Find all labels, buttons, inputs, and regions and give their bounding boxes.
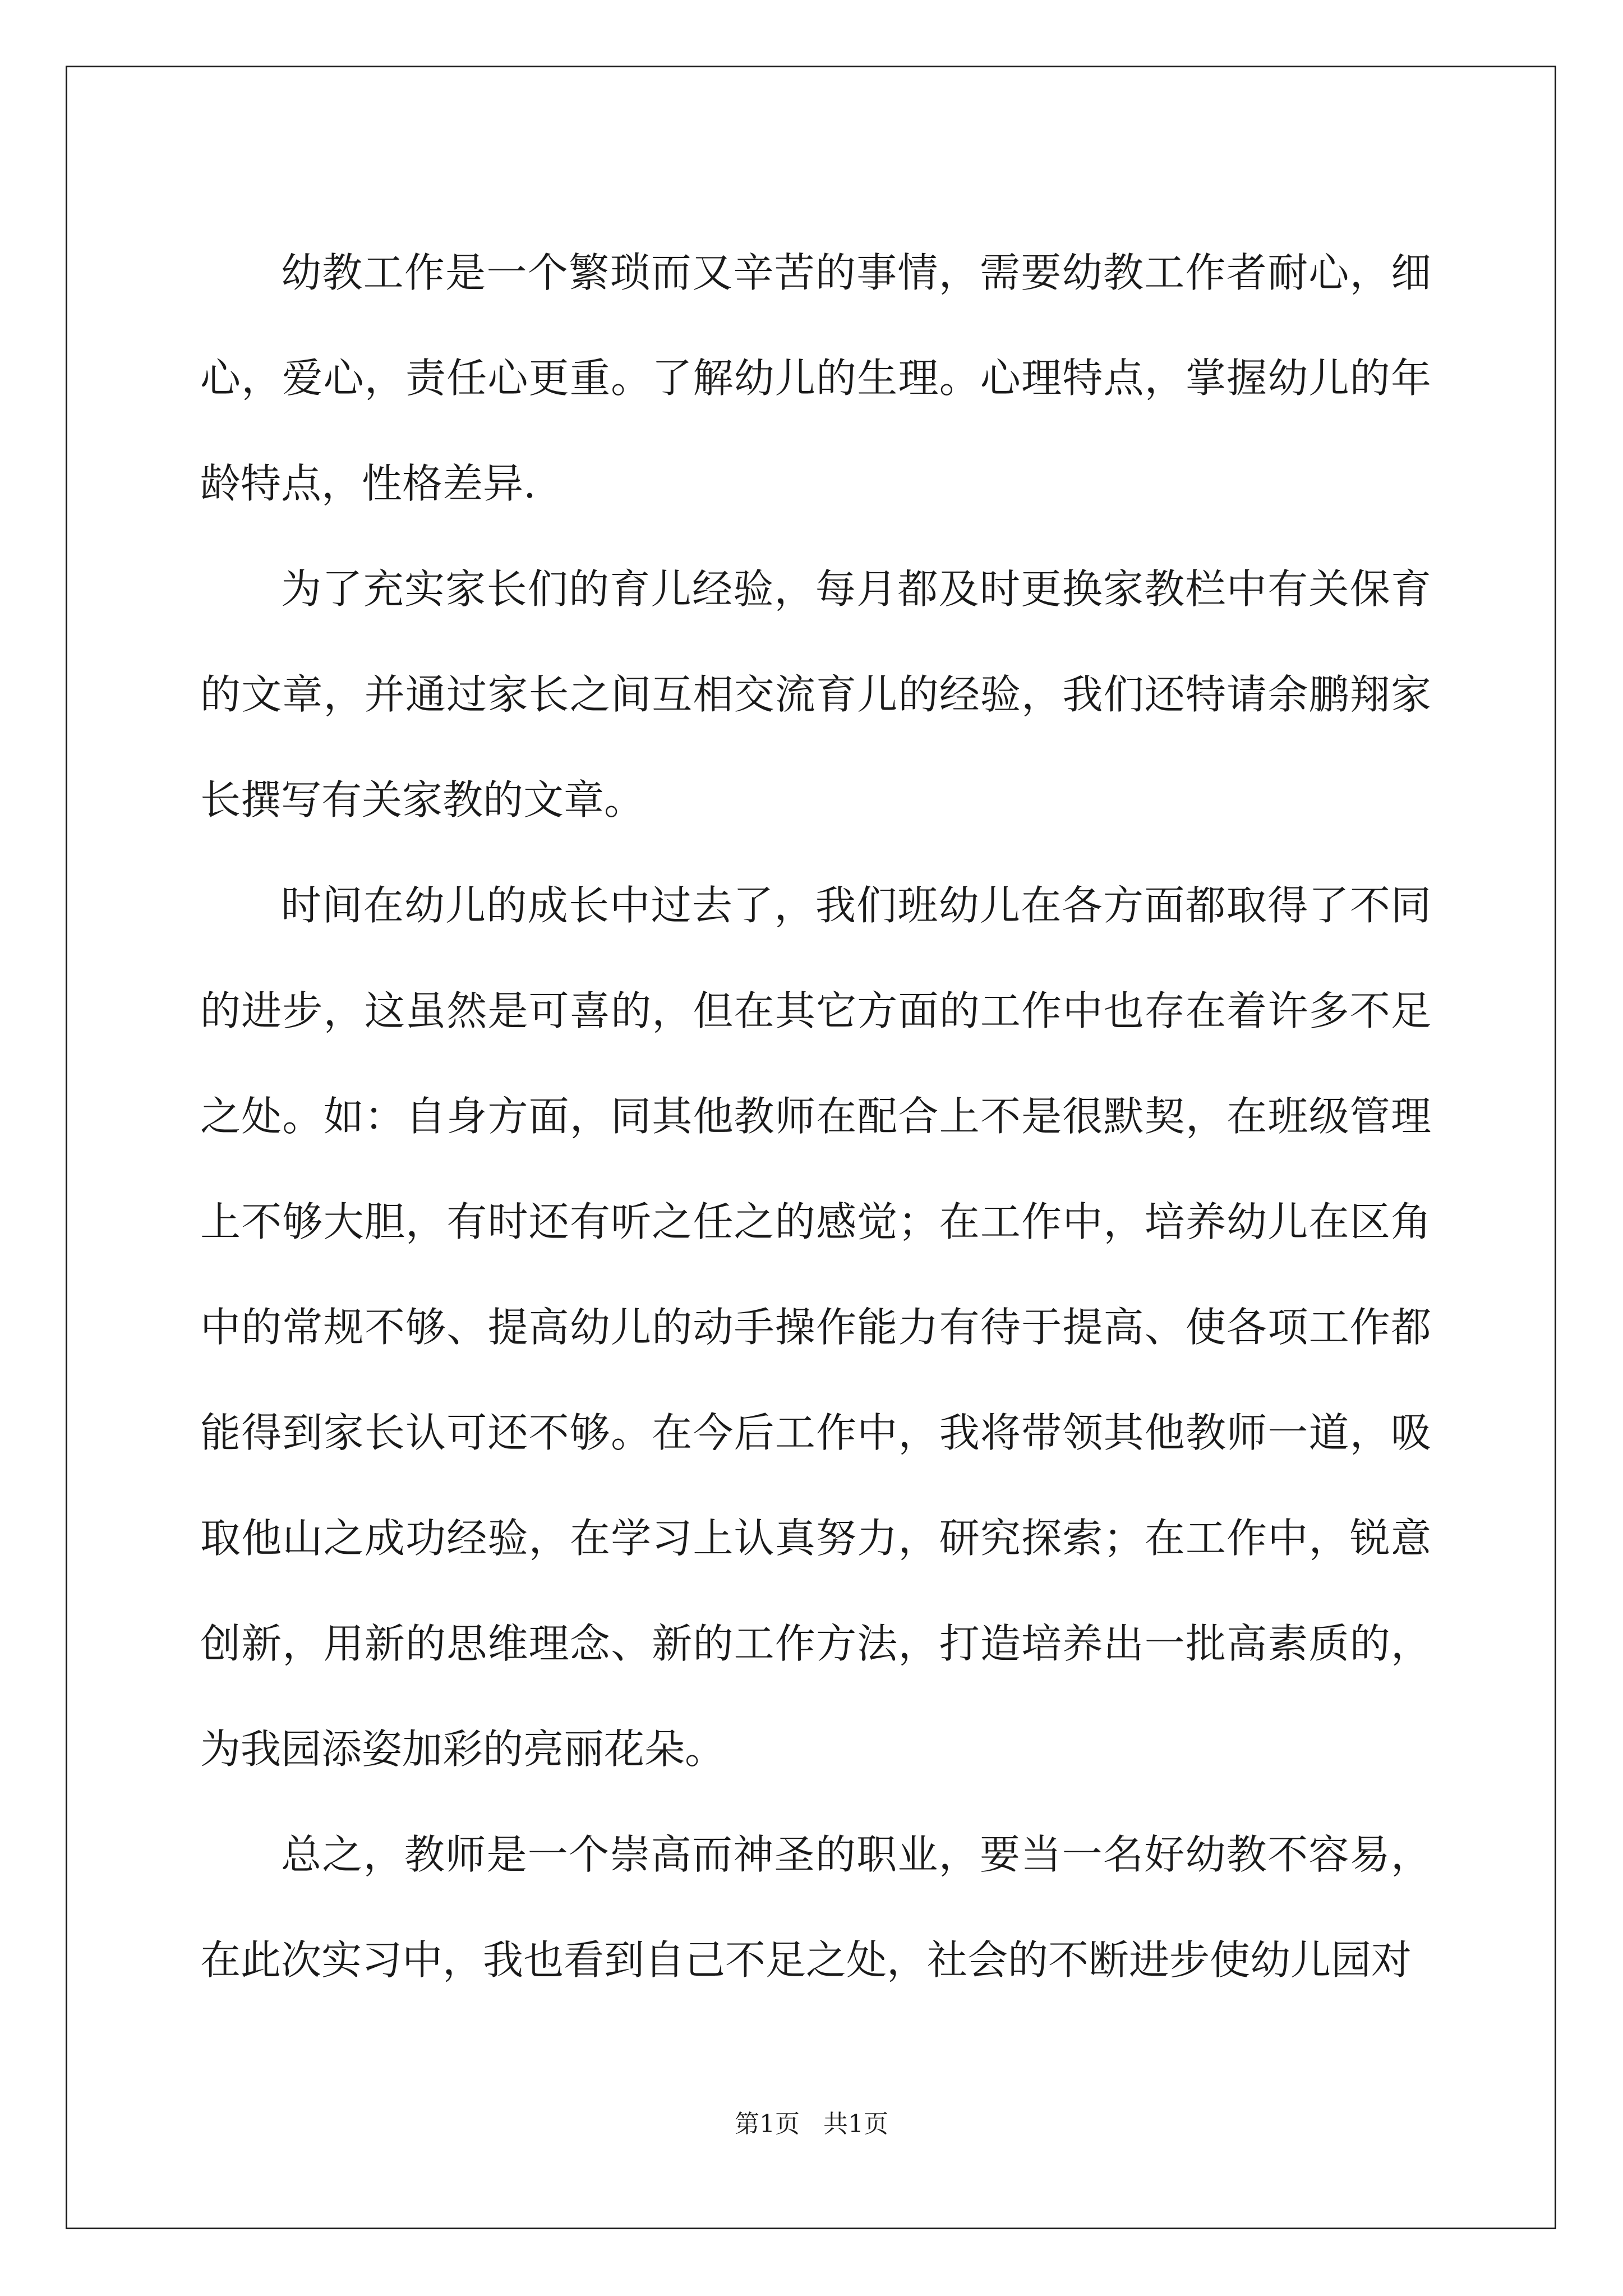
paragraph-1: 幼教工作是一个繁琐而又辛苦的事情，需要幼教工作者耐心，细心，爱心，责任心更重。了解幼儿的生理。心理特点，掌握幼儿的年龄特点，性格差异. xyxy=(200,249,1431,507)
page-number-total: 共1页 xyxy=(823,2110,888,2138)
paragraph-2: 为了充实家长们的育儿经验，每月都及时更换家教栏中有关保育的文章，并通过家长之间互相交流育儿的经验，我们还特请余鹏翔家长撰写有关家教的文章。 xyxy=(200,565,1431,823)
paragraph-4: 总之，教师是一个崇高而神圣的职业，要当一名好幼教不容易，在此次实习中，我也看到自己不足之处，社会的不断进步使幼儿园对 xyxy=(200,1831,1431,1984)
document-body xyxy=(200,220,1431,2013)
paragraph-3: 时间在幼儿的成长中过去了，我们班幼儿在各方面都取得了不同的进步，这虽然是可喜的，但在其它方面的工作中也存在着许多不足之处。如：自身方面，同其他教师在配合上不是很默契，在班级管理上不够大胆，有时还有听之任之的感觉；在工作中，培养幼儿在区角中的常规不够、提高幼儿的动手操作能力有待于提高、使各项工作都能得到家长认可还不够。在今后工作中，我将带领其他教师一道，吸取他山之成功经验，在学习上认真努力，研究探索；在工作中，锐意创新，用新的思维理念、新的工作方法，打造培养出一批高素质的，为我园添姿加彩的亮丽花朵。 xyxy=(200,882,1431,1773)
page-footer xyxy=(0,2104,1623,2139)
page-number-current: 第1页 xyxy=(735,2110,800,2138)
